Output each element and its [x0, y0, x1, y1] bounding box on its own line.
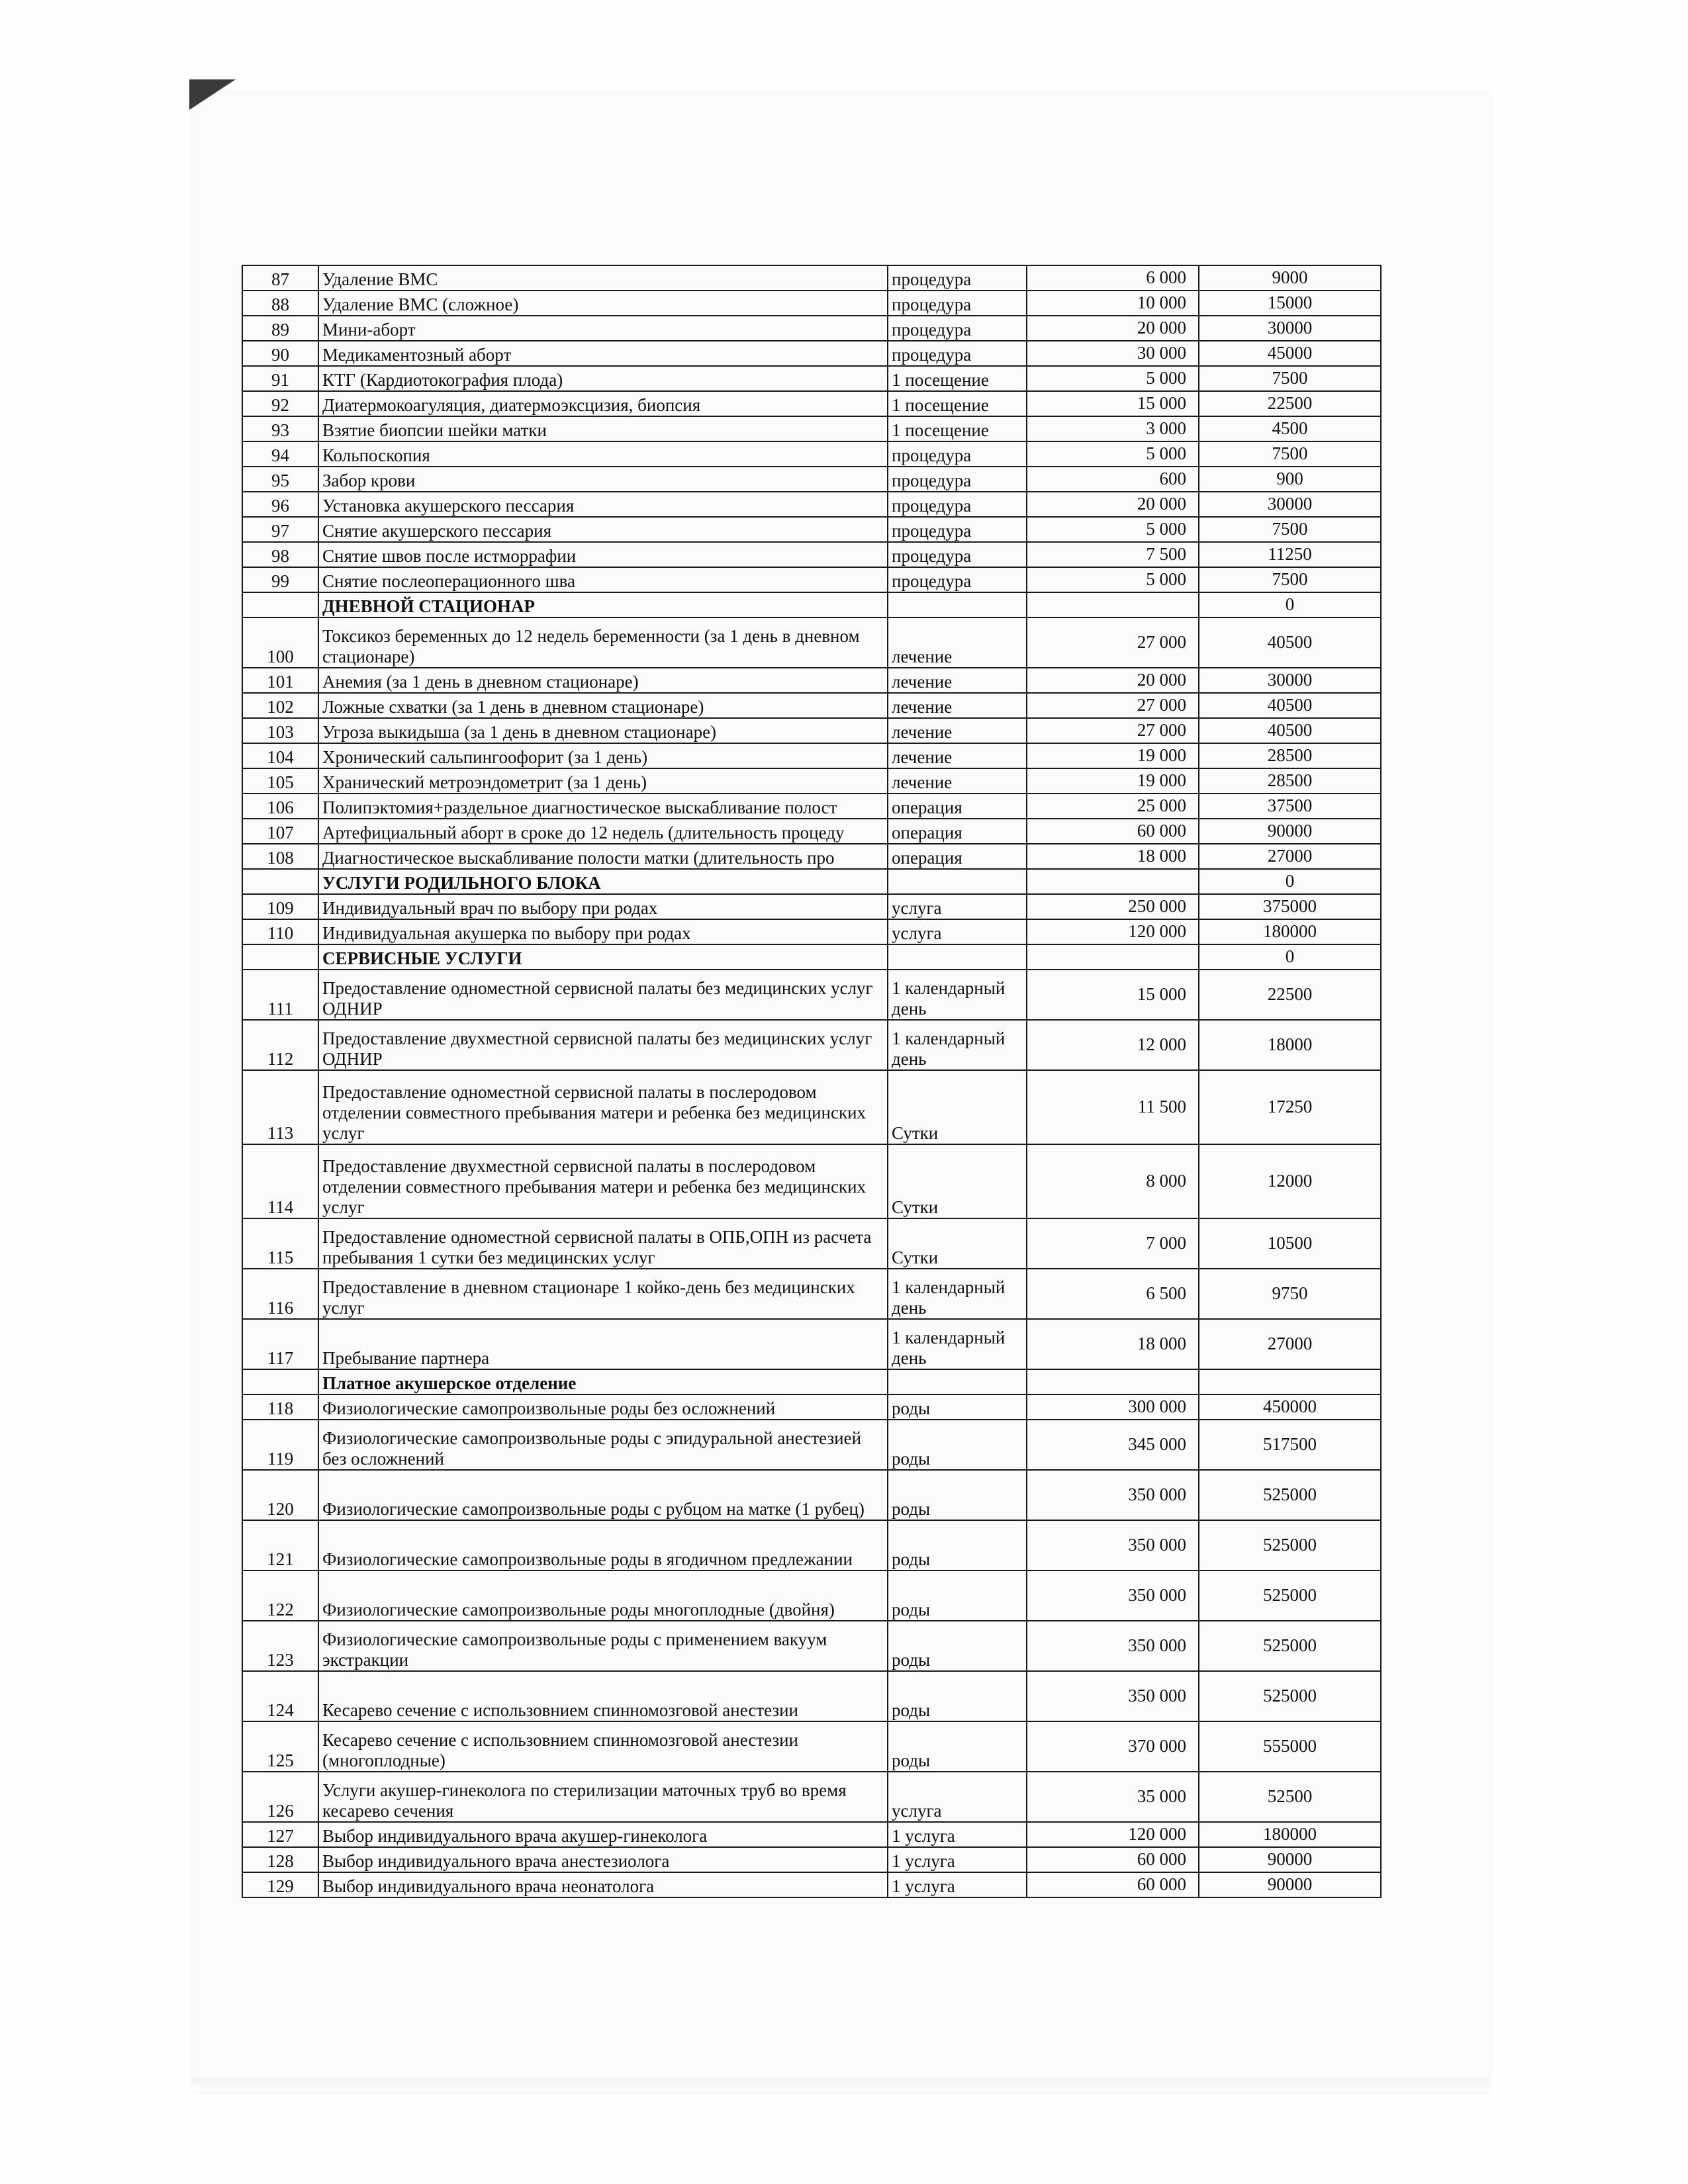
unit-cell: роды	[888, 1394, 1027, 1420]
table-row	[242, 743, 1381, 768]
service-name: Услуги акушер-гинеколога по стерилизации маточных труб во время кесарево сечения	[318, 1772, 888, 1822]
price-cell: 20 000	[1027, 492, 1199, 517]
table-row	[242, 668, 1381, 693]
unit-cell: процедура	[888, 567, 1027, 592]
service-name: Физиологические самопроизвольные роды с рубцом на матке (1 рубец)	[318, 1470, 888, 1520]
unit-cell: роды	[888, 1570, 1027, 1621]
row-number: 107	[242, 819, 318, 844]
price-cell: 12 000	[1027, 1020, 1199, 1070]
unit-cell: услуга	[888, 919, 1027, 944]
service-name: Предоставление одноместной сервисной палаты в ОПБ,ОПН из расчета пребывания 1 сутки без медицинских услуг	[318, 1218, 888, 1269]
price-2-cell: 40500	[1199, 693, 1381, 718]
service-name: Ложные схватки (за 1 день в дневном стационаре)	[318, 693, 888, 718]
price-2-cell: 180000	[1199, 1822, 1381, 1847]
service-name: Физиологические самопроизвольные роды в ягодичном предлежании	[318, 1520, 888, 1570]
price-2-cell: 525000	[1199, 1671, 1381, 1721]
price-cell: 27 000	[1027, 617, 1199, 668]
row-number: 104	[242, 743, 318, 768]
unit-cell: роды	[888, 1420, 1027, 1470]
price-cell: 250 000	[1027, 894, 1199, 919]
unit-cell: процедура	[888, 291, 1027, 316]
row-number: 109	[242, 894, 318, 919]
table-row	[242, 265, 1381, 291]
unit-cell: лечение	[888, 718, 1027, 743]
table-row	[242, 919, 1381, 944]
row-number: 94	[242, 441, 318, 467]
service-name: Токсикоз беременных до 12 недель беременности (за 1 день в дневном стационаре)	[318, 617, 888, 668]
price-cell: 350 000	[1027, 1570, 1199, 1621]
table-row	[242, 1144, 1381, 1218]
row-number	[242, 592, 318, 617]
row-number: 128	[242, 1847, 318, 1872]
unit-cell: операция	[888, 844, 1027, 869]
price-cell: 120 000	[1027, 919, 1199, 944]
service-name: Предоставление одноместной сервисной палаты в послеродовом отделении совместного пребывания матери и ребенка без медицинских услуг	[318, 1070, 888, 1144]
unit-cell: Сутки	[888, 1218, 1027, 1269]
price-2-cell: 450000	[1199, 1394, 1381, 1420]
row-number: 116	[242, 1269, 318, 1319]
price-2-cell	[1199, 1369, 1381, 1394]
service-name: Медикаментозный аборт	[318, 341, 888, 366]
service-name: КТГ (Кардиотокография плода)	[318, 366, 888, 391]
price-2-cell: 525000	[1199, 1621, 1381, 1671]
price-2-cell: 30000	[1199, 316, 1381, 341]
unit-cell: 1 календарный день	[888, 970, 1027, 1020]
service-name: СЕРВИСНЫЕ УСЛУГИ	[318, 944, 888, 970]
price-2-cell: 40500	[1199, 718, 1381, 743]
unit-cell: процедура	[888, 517, 1027, 542]
unit-cell: Сутки	[888, 1070, 1027, 1144]
price-2-cell: 18000	[1199, 1020, 1381, 1070]
row-number: 101	[242, 668, 318, 693]
table-row	[242, 1319, 1381, 1369]
price-cell: 6 000	[1027, 265, 1199, 291]
unit-cell: процедура	[888, 316, 1027, 341]
service-name: Угроза выкидыша (за 1 день в дневном стационаре)	[318, 718, 888, 743]
price-2-cell: 27000	[1199, 844, 1381, 869]
row-number: 123	[242, 1621, 318, 1671]
table-row	[242, 441, 1381, 467]
service-name: Предоставление двухместной сервисной палаты в послеродовом отделении совместного пребывания матери и ребенка без медицинских услуг	[318, 1144, 888, 1218]
row-number: 117	[242, 1319, 318, 1369]
price-cell: 5 000	[1027, 567, 1199, 592]
price-cell: 18 000	[1027, 1319, 1199, 1369]
price-cell: 350 000	[1027, 1520, 1199, 1570]
service-name: Платное акушерское отделение	[318, 1369, 888, 1394]
unit-cell: роды	[888, 1470, 1027, 1520]
service-name: Диатермокоагуляция, диатермоэксцизия, биопсия	[318, 391, 888, 416]
table-row	[242, 1020, 1381, 1070]
price-2-cell: 17250	[1199, 1070, 1381, 1144]
row-number: 90	[242, 341, 318, 366]
service-name: Анемия (за 1 день в дневном стационаре)	[318, 668, 888, 693]
price-2-cell: 52500	[1199, 1772, 1381, 1822]
price-2-cell: 28500	[1199, 768, 1381, 794]
price-cell: 19 000	[1027, 743, 1199, 768]
table-row	[242, 1847, 1381, 1872]
unit-cell: роды	[888, 1621, 1027, 1671]
price-cell: 15 000	[1027, 970, 1199, 1020]
price-2-cell: 11250	[1199, 542, 1381, 567]
section-header-row	[242, 869, 1381, 894]
table-row	[242, 1621, 1381, 1671]
service-name: Кесарево сечение с использовнием спинномозговой анестезии	[318, 1671, 888, 1721]
price-table-body	[242, 265, 1381, 1897]
row-number: 93	[242, 416, 318, 441]
unit-cell: процедура	[888, 467, 1027, 492]
unit-cell: процедура	[888, 441, 1027, 467]
row-number: 105	[242, 768, 318, 794]
service-name: Диагностическое выскабливание полости матки (длительность про	[318, 844, 888, 869]
table-row	[242, 894, 1381, 919]
row-number: 89	[242, 316, 318, 341]
table-row	[242, 291, 1381, 316]
table-row	[242, 617, 1381, 668]
price-cell: 300 000	[1027, 1394, 1199, 1420]
price-2-cell: 12000	[1199, 1144, 1381, 1218]
price-2-cell: 15000	[1199, 291, 1381, 316]
section-header-row	[242, 1369, 1381, 1394]
unit-cell: операция	[888, 819, 1027, 844]
price-2-cell: 27000	[1199, 1319, 1381, 1369]
price-2-cell: 525000	[1199, 1520, 1381, 1570]
price-2-cell: 0	[1199, 869, 1381, 894]
unit-cell: процедура	[888, 492, 1027, 517]
row-number: 124	[242, 1671, 318, 1721]
price-2-cell: 37500	[1199, 794, 1381, 819]
row-number: 120	[242, 1470, 318, 1520]
row-number: 115	[242, 1218, 318, 1269]
table-row	[242, 1070, 1381, 1144]
table-row	[242, 1394, 1381, 1420]
folded-corner	[189, 79, 236, 110]
service-name: Выбор индивидуального врача неонатолога	[318, 1872, 888, 1897]
unit-cell: процедура	[888, 265, 1027, 291]
table-row	[242, 467, 1381, 492]
unit-cell	[888, 944, 1027, 970]
row-number: 121	[242, 1520, 318, 1570]
table-row	[242, 416, 1381, 441]
unit-cell: 1 календарный день	[888, 1020, 1027, 1070]
price-cell: 350 000	[1027, 1470, 1199, 1520]
row-number: 91	[242, 366, 318, 391]
price-cell: 27 000	[1027, 693, 1199, 718]
service-name: Физиологические самопроизвольные роды с эпидуральной анестезией без осложнений	[318, 1420, 888, 1470]
price-cell: 5 000	[1027, 441, 1199, 467]
service-name: Полипэктомия+раздельное диагностическое выскабливание полост	[318, 794, 888, 819]
service-name: Забор крови	[318, 467, 888, 492]
price-cell: 25 000	[1027, 794, 1199, 819]
service-name: Предоставление двухместной сервисной палаты без медицинских услуг ОДНИР	[318, 1020, 888, 1070]
price-2-cell: 7500	[1199, 366, 1381, 391]
sheet-bottom-edge	[192, 2078, 1489, 2091]
table-row	[242, 1721, 1381, 1772]
price-cell: 120 000	[1027, 1822, 1199, 1847]
service-name: Предоставление в дневном стационаре 1 койко-день без медицинских услуг	[318, 1269, 888, 1319]
price-cell: 5 000	[1027, 366, 1199, 391]
table-row	[242, 1470, 1381, 1520]
unit-cell: лечение	[888, 617, 1027, 668]
table-row	[242, 718, 1381, 743]
service-name: Снятие швов после истморрафии	[318, 542, 888, 567]
price-2-cell: 7500	[1199, 441, 1381, 467]
price-2-cell: 555000	[1199, 1721, 1381, 1772]
service-name: Выбор индивидуального врача акушер-гинеколога	[318, 1822, 888, 1847]
table-row	[242, 391, 1381, 416]
price-cell: 350 000	[1027, 1671, 1199, 1721]
row-number: 88	[242, 291, 318, 316]
price-2-cell: 10500	[1199, 1218, 1381, 1269]
price-cell: 350 000	[1027, 1621, 1199, 1671]
price-2-cell: 0	[1199, 592, 1381, 617]
service-name: Снятие акушерского пессария	[318, 517, 888, 542]
unit-cell: роды	[888, 1721, 1027, 1772]
service-name: Физиологические самопроизвольные роды многоплодные (двойня)	[318, 1570, 888, 1621]
service-name: Взятие биопсии шейки матки	[318, 416, 888, 441]
price-cell: 27 000	[1027, 718, 1199, 743]
table-row	[242, 341, 1381, 366]
row-number: 111	[242, 970, 318, 1020]
row-number: 110	[242, 919, 318, 944]
service-name: Артефициальный аборт в сроке до 12 недель (длительность процеду	[318, 819, 888, 844]
price-cell: 11 500	[1027, 1070, 1199, 1144]
price-2-cell: 375000	[1199, 894, 1381, 919]
row-number: 95	[242, 467, 318, 492]
table-row	[242, 1420, 1381, 1470]
price-cell: 6 500	[1027, 1269, 1199, 1319]
service-name: Пребывание партнера	[318, 1319, 888, 1369]
row-number: 97	[242, 517, 318, 542]
unit-cell: 1 услуга	[888, 1822, 1027, 1847]
service-name: Физиологические самопроизвольные роды с применением вакуум экстракции	[318, 1621, 888, 1671]
table-row	[242, 316, 1381, 341]
price-2-cell: 7500	[1199, 567, 1381, 592]
table-row	[242, 1269, 1381, 1319]
service-name: Хранический метроэндометрит (за 1 день)	[318, 768, 888, 794]
price-cell: 370 000	[1027, 1721, 1199, 1772]
row-number: 125	[242, 1721, 318, 1772]
unit-cell: услуга	[888, 1772, 1027, 1822]
price-cell: 20 000	[1027, 316, 1199, 341]
price-cell	[1027, 592, 1199, 617]
unit-cell: услуга	[888, 894, 1027, 919]
unit-cell: 1 календарный день	[888, 1319, 1027, 1369]
row-number	[242, 1369, 318, 1394]
section-header-row	[242, 944, 1381, 970]
row-number: 99	[242, 567, 318, 592]
service-name: Индивидуальный врач по выбору при родах	[318, 894, 888, 919]
price-2-cell: 28500	[1199, 743, 1381, 768]
unit-cell: 1 посещение	[888, 416, 1027, 441]
price-2-cell: 0	[1199, 944, 1381, 970]
price-2-cell: 9750	[1199, 1269, 1381, 1319]
table-row	[242, 1218, 1381, 1269]
service-name: Выбор индивидуального врача анестезиолога	[318, 1847, 888, 1872]
table-row	[242, 844, 1381, 869]
row-number: 98	[242, 542, 318, 567]
row-number: 108	[242, 844, 318, 869]
service-name: Удаление ВМС (сложное)	[318, 291, 888, 316]
service-name: ДНЕВНОЙ СТАЦИОНАР	[318, 592, 888, 617]
table-row	[242, 693, 1381, 718]
price-cell: 30 000	[1027, 341, 1199, 366]
row-number: 127	[242, 1822, 318, 1847]
price-cell: 19 000	[1027, 768, 1199, 794]
row-number: 100	[242, 617, 318, 668]
service-name: УСЛУГИ РОДИЛЬНОГО БЛОКА	[318, 869, 888, 894]
price-2-cell: 22500	[1199, 970, 1381, 1020]
table-row	[242, 1772, 1381, 1822]
unit-cell: 1 посещение	[888, 391, 1027, 416]
price-cell: 60 000	[1027, 1847, 1199, 1872]
table-row	[242, 1570, 1381, 1621]
unit-cell: 1 услуга	[888, 1847, 1027, 1872]
price-2-cell: 30000	[1199, 492, 1381, 517]
service-name: Установка акушерского пессария	[318, 492, 888, 517]
service-name: Предоставление одноместной сервисной палаты без медицинских услуг ОДНИР	[318, 970, 888, 1020]
row-number: 87	[242, 265, 318, 291]
unit-cell	[888, 869, 1027, 894]
price-cell: 5 000	[1027, 517, 1199, 542]
table-row	[242, 1520, 1381, 1570]
price-2-cell: 9000	[1199, 265, 1381, 291]
price-2-cell: 90000	[1199, 1847, 1381, 1872]
price-cell: 600	[1027, 467, 1199, 492]
price-cell: 3 000	[1027, 416, 1199, 441]
row-number: 106	[242, 794, 318, 819]
service-name: Мини-аборт	[318, 316, 888, 341]
table-row	[242, 517, 1381, 542]
unit-cell: процедура	[888, 341, 1027, 366]
service-name: Индивидуальная акушерка по выбору при родах	[318, 919, 888, 944]
table-row	[242, 768, 1381, 794]
unit-cell: лечение	[888, 768, 1027, 794]
price-cell: 60 000	[1027, 1872, 1199, 1897]
row-number: 113	[242, 1070, 318, 1144]
unit-cell: операция	[888, 794, 1027, 819]
unit-cell: процедура	[888, 542, 1027, 567]
price-2-cell: 45000	[1199, 341, 1381, 366]
price-cell	[1027, 944, 1199, 970]
table-row	[242, 1671, 1381, 1721]
price-2-cell: 90000	[1199, 1872, 1381, 1897]
price-cell: 10 000	[1027, 291, 1199, 316]
unit-cell: лечение	[888, 668, 1027, 693]
row-number	[242, 869, 318, 894]
price-cell: 8 000	[1027, 1144, 1199, 1218]
unit-cell: 1 услуга	[888, 1872, 1027, 1897]
table-row	[242, 794, 1381, 819]
row-number: 103	[242, 718, 318, 743]
row-number: 122	[242, 1570, 318, 1621]
table-row	[242, 1822, 1381, 1847]
table-row	[242, 819, 1381, 844]
service-name: Удаление ВМС	[318, 265, 888, 291]
unit-cell: роды	[888, 1520, 1027, 1570]
section-header-row	[242, 592, 1381, 617]
price-2-cell: 517500	[1199, 1420, 1381, 1470]
price-cell	[1027, 1369, 1199, 1394]
price-cell: 15 000	[1027, 391, 1199, 416]
service-name: Снятие послеоперационного шва	[318, 567, 888, 592]
table-row	[242, 970, 1381, 1020]
service-name: Хронический сальпингоофорит (за 1 день)	[318, 743, 888, 768]
table-row	[242, 567, 1381, 592]
price-table	[242, 265, 1382, 1898]
price-2-cell: 900	[1199, 467, 1381, 492]
unit-cell: лечение	[888, 693, 1027, 718]
price-2-cell: 525000	[1199, 1470, 1381, 1520]
unit-cell: 1 календарный день	[888, 1269, 1027, 1319]
row-number: 112	[242, 1020, 318, 1070]
price-cell	[1027, 869, 1199, 894]
unit-cell: лечение	[888, 743, 1027, 768]
service-name: Кесарево сечение с использовнием спинномозговой анестезии (многоплодные)	[318, 1721, 888, 1772]
service-name: Кольпоскопия	[318, 441, 888, 467]
unit-cell: 1 посещение	[888, 366, 1027, 391]
table-row	[242, 366, 1381, 391]
row-number	[242, 944, 318, 970]
row-number: 114	[242, 1144, 318, 1218]
row-number: 126	[242, 1772, 318, 1822]
price-2-cell: 180000	[1199, 919, 1381, 944]
row-number: 118	[242, 1394, 318, 1420]
price-2-cell: 30000	[1199, 668, 1381, 693]
table-row	[242, 1872, 1381, 1897]
price-2-cell: 90000	[1199, 819, 1381, 844]
row-number: 92	[242, 391, 318, 416]
price-2-cell: 7500	[1199, 517, 1381, 542]
price-cell: 7 000	[1027, 1218, 1199, 1269]
price-2-cell: 525000	[1199, 1570, 1381, 1621]
price-2-cell: 4500	[1199, 416, 1381, 441]
price-cell: 18 000	[1027, 844, 1199, 869]
price-2-cell: 22500	[1199, 391, 1381, 416]
row-number: 119	[242, 1420, 318, 1470]
table-row	[242, 492, 1381, 517]
price-cell: 20 000	[1027, 668, 1199, 693]
price-cell: 35 000	[1027, 1772, 1199, 1822]
unit-cell: роды	[888, 1671, 1027, 1721]
unit-cell: Сутки	[888, 1144, 1027, 1218]
unit-cell	[888, 1369, 1027, 1394]
service-name: Физиологические самопроизвольные роды без осложнений	[318, 1394, 888, 1420]
table-row	[242, 542, 1381, 567]
price-2-cell: 40500	[1199, 617, 1381, 668]
price-cell: 345 000	[1027, 1420, 1199, 1470]
row-number: 129	[242, 1872, 318, 1897]
price-cell: 60 000	[1027, 819, 1199, 844]
row-number: 102	[242, 693, 318, 718]
unit-cell	[888, 592, 1027, 617]
row-number: 96	[242, 492, 318, 517]
price-cell: 7 500	[1027, 542, 1199, 567]
